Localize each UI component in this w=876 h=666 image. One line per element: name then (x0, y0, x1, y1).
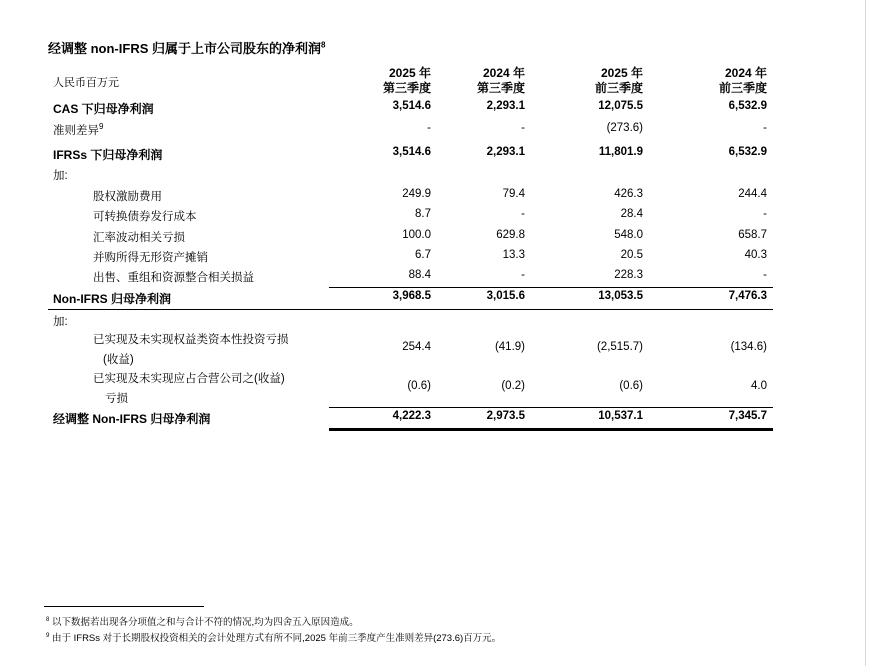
footnote-mark: 8 (46, 616, 50, 623)
row-label-text: 准则差异 (53, 125, 99, 137)
footnote-text: 以下数据若出现各分项值之和与合计不符的情况,均为四舍五入原因造成。 (51, 617, 359, 628)
cell-value: (273.6) (606, 122, 643, 134)
row-fx-loss (0, 229, 876, 249)
section-rule (48, 309, 773, 310)
column-year: 2025 年 (388, 66, 431, 80)
row-label: 可转换债券发行成本 (93, 211, 197, 223)
cell-value: - (763, 269, 767, 281)
cell-value: 3,514.6 (392, 146, 431, 158)
cell-value: 100.0 (402, 229, 431, 241)
cell-value: 12,075.5 (598, 100, 643, 112)
cell-value: (2,515.7) (596, 341, 643, 353)
cell-value: (0.6) (407, 380, 431, 392)
cell-value: 2,293.1 (486, 146, 525, 158)
row-adjusted-non-ifrs-net-profit (0, 410, 876, 430)
cell-value: 4,222.3 (392, 410, 431, 422)
column-year: 2024 年 (724, 66, 767, 80)
cell-value: 13.3 (502, 249, 525, 261)
row-label: 加: (53, 170, 68, 182)
row-label (93, 330, 289, 370)
total-rule-double (329, 428, 773, 431)
column-year: 2024 年 (482, 66, 525, 80)
cell-value: 7,345.7 (728, 410, 767, 422)
cell-value: - (427, 122, 431, 134)
cell-value: - (763, 208, 767, 220)
cell-value: 28.4 (620, 208, 643, 220)
cell-value: 8.7 (415, 208, 431, 220)
row-label-line: (收益) (103, 354, 134, 366)
cell-value: 3,015.6 (486, 290, 525, 302)
row-standard-difference (0, 122, 876, 142)
column-header-3 (595, 66, 643, 96)
row-label (93, 369, 285, 409)
row-label: IFRSs 下归母净利润 (53, 148, 163, 162)
cell-value: 629.8 (496, 229, 525, 241)
row-label: 加: (53, 316, 68, 328)
cell-value: - (521, 208, 525, 220)
row-add-heading (0, 167, 876, 187)
cell-value: (41.9) (494, 341, 525, 353)
row-restructuring (0, 269, 876, 289)
footnote-mark: 9 (99, 122, 104, 132)
column-header-2 (477, 66, 525, 96)
row-ifrs-net-profit (0, 146, 876, 166)
column-header-1 (383, 66, 431, 96)
cell-value: 2,293.1 (486, 100, 525, 112)
footnote-text: 由于 IFRSs 对于长期股权投资相关的会计处理方式有所不同,2025 年前三季度产生准则差异(273.6)百万元。 (51, 633, 502, 644)
row-label: Non-IFRS 归母净利润 (53, 292, 171, 306)
cell-value: (134.6) (730, 341, 767, 353)
row-cas-net-profit (0, 100, 876, 120)
column-period: 前三季度 (594, 81, 643, 95)
column-period: 第三季度 (382, 81, 431, 95)
cell-value: 3,968.5 (392, 290, 431, 302)
cell-value: 249.9 (402, 188, 431, 200)
cell-value: 6.7 (415, 249, 431, 261)
cell-value: 254.4 (402, 341, 431, 353)
row-label-line: 亏损 (105, 393, 128, 405)
footnote-mark: 9 (46, 632, 50, 639)
footnote-separator (44, 606, 204, 607)
cell-value: 79.4 (502, 188, 525, 200)
cell-value: 4.0 (751, 380, 767, 392)
cell-value: 548.0 (614, 229, 643, 241)
cell-value: - (763, 122, 767, 134)
cell-value: 2,973.5 (486, 410, 525, 422)
cell-value: 228.3 (614, 269, 643, 281)
cell-value: 6,532.9 (728, 100, 767, 112)
cell-value: 88.4 (408, 269, 431, 281)
cell-value: 426.3 (614, 188, 643, 200)
row-label: 经调整 Non-IFRS 归母净利润 (53, 412, 211, 426)
cell-value: 20.5 (620, 249, 643, 261)
row-equity-investment-loss (0, 330, 876, 370)
cell-value: 658.7 (738, 229, 767, 241)
cell-value: 13,053.5 (598, 290, 643, 302)
cell-value: 11,801.9 (598, 146, 643, 158)
column-year: 2025 年 (600, 66, 643, 80)
cell-value: 6,532.9 (728, 146, 767, 158)
row-associates-gain-loss (0, 369, 876, 409)
title-text: 经调整 non-IFRS 归属于上市公司股东的净利润 (48, 41, 321, 56)
cell-value: 40.3 (744, 249, 767, 261)
total-rule-top (329, 407, 773, 408)
row-intangible-amortization (0, 249, 876, 269)
footnote-9 (46, 630, 501, 644)
unit-label: 人民币百万元 (53, 77, 119, 89)
subtotal-rule (329, 287, 773, 288)
row-label-line: 已实现及未实现权益类资本性投资亏损 (93, 334, 289, 346)
column-period: 第三季度 (476, 81, 525, 95)
title-footnote-mark: 8 (321, 40, 326, 50)
cell-value: 10,537.1 (598, 410, 643, 422)
row-label: 股权激励费用 (93, 191, 162, 203)
cell-value: (0.2) (501, 380, 525, 392)
row-label: 并购所得无形资产摊销 (93, 252, 208, 264)
row-label: 出售、重组和资源整合相关损益 (93, 272, 254, 284)
column-header-4 (719, 66, 767, 96)
row-label: CAS 下归母净利润 (53, 102, 154, 116)
row-label-line: 已实现及未实现应占合营公司之(收益) (93, 373, 285, 385)
footnote-8 (46, 614, 359, 628)
row-label (53, 122, 103, 138)
row-convertible-bond-cost (0, 208, 876, 228)
table-title (48, 38, 325, 57)
row-share-based-compensation (0, 188, 876, 208)
cell-value: - (521, 269, 525, 281)
cell-value: - (521, 122, 525, 134)
column-period: 前三季度 (718, 81, 767, 95)
cell-value: 244.4 (738, 188, 767, 200)
row-label: 汇率波动相关亏损 (93, 232, 185, 244)
cell-value: 7,476.3 (728, 290, 767, 302)
cell-value: (0.6) (619, 380, 643, 392)
cell-value: 3,514.6 (392, 100, 431, 112)
row-non-ifrs-net-profit (0, 290, 876, 310)
